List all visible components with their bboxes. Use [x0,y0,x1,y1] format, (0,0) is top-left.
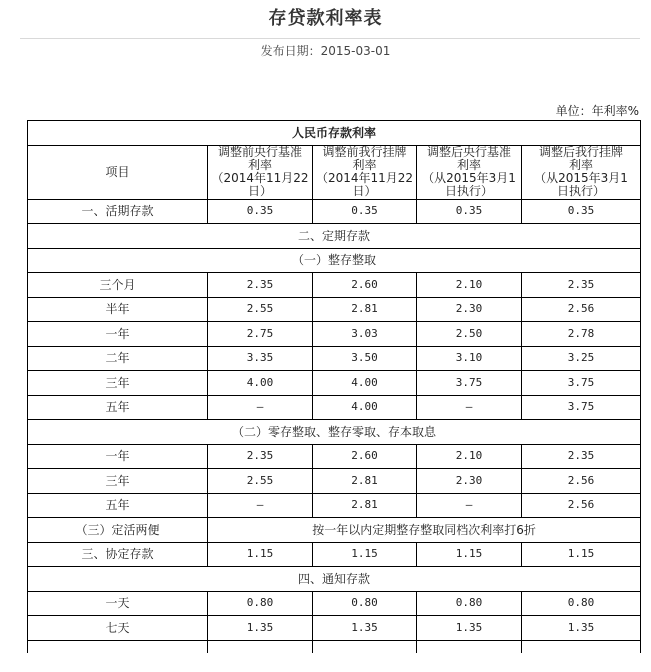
table-row-cut [28,640,641,653]
rate-cell: 0.35 [208,199,313,224]
rate-cell: 2.56 [522,297,641,322]
rate-cell: 3.75 [417,371,522,396]
row-label: 一、活期存款 [28,199,208,224]
rate-cell: 1.35 [208,616,313,641]
row-label: 三年 [28,371,208,396]
table-row [28,518,641,543]
rate-cell: – [417,395,522,420]
deposit-rate-table [27,120,641,653]
rate-cell: 1.15 [208,542,313,567]
rate-cell: 2.10 [417,444,522,469]
table-row [28,395,641,420]
rate-cell: 1.15 [522,542,641,567]
rate-cell: 2.78 [522,322,641,347]
row-label: 一年 [28,444,208,469]
rate-cell: 2.50 [417,322,522,347]
table-row [28,273,641,298]
row-label: 五年 [28,493,208,518]
row-label: 二年 [28,346,208,371]
rate-cell: 1.35 [313,616,417,641]
table-header-row [28,145,641,199]
section-row [28,567,641,592]
unit-label: 单位：年利率% [555,104,639,118]
rate-cell: 0.80 [208,591,313,616]
rate-cell: 2.55 [208,297,313,322]
rate-cell: 3.10 [417,346,522,371]
rate-cell: 3.35 [208,346,313,371]
table-caption-row [28,121,641,146]
rate-cell: 2.81 [313,297,417,322]
rate-cell: – [208,493,313,518]
rate-cell: 1.35 [522,616,641,641]
rate-cell: 1.15 [313,542,417,567]
table-row [28,591,641,616]
empty-cell [522,640,641,653]
rate-cell: 2.30 [417,469,522,494]
rate-cell: 2.60 [313,444,417,469]
empty-cell [417,640,522,653]
rate-cell: 3.75 [522,371,641,396]
rate-cell: – [417,493,522,518]
table-row [28,346,641,371]
rate-cell: 2.81 [313,469,417,494]
section-heading: 四、通知存款 [28,567,641,592]
publish-date: 发布日期：2015-03-01 [260,44,391,58]
header-item: 项目 [28,145,208,199]
rate-cell: 2.75 [208,322,313,347]
header-col-4: 调整后我行挂牌 利率 （从2015年3月1 日执行） [522,145,641,199]
row-label: 七天 [28,616,208,641]
rate-cell: 2.56 [522,493,641,518]
rate-cell: 2.35 [522,273,641,298]
rate-cell: 4.00 [208,371,313,396]
rate-cell: 0.35 [417,199,522,224]
rate-cell: 2.30 [417,297,522,322]
rate-cell: 3.25 [522,346,641,371]
rate-cell: 3.50 [313,346,417,371]
header-col-2: 调整前我行挂牌 利率 （2014年11月22 日） [313,145,417,199]
rate-cell: 2.60 [313,273,417,298]
section-row [28,248,641,273]
row-label: 三年 [28,469,208,494]
rate-cell: – [208,395,313,420]
table-row [28,199,641,224]
table-row [28,469,641,494]
row-label: 一天 [28,591,208,616]
section-heading: 二、定期存款 [28,224,641,249]
flexible-note: 按一年以内定期整存整取同档次利率打6折 [208,518,641,543]
table-row [28,322,641,347]
header-col-3: 调整后央行基准 利率 （从2015年3月1 日执行） [417,145,522,199]
section-row [28,224,641,249]
rate-cell: 0.35 [522,199,641,224]
rate-cell: 4.00 [313,371,417,396]
rate-cell: 2.56 [522,469,641,494]
rate-cell: 4.00 [313,395,417,420]
rate-cell: 2.55 [208,469,313,494]
rate-cell: 2.35 [522,444,641,469]
header-col-1: 调整前央行基准 利率 （2014年11月22 日） [208,145,313,199]
title-divider [20,38,640,39]
empty-cell [28,640,208,653]
table-caption: 人民币存款利率 [28,121,641,146]
table-row [28,444,641,469]
rate-cell: 0.80 [313,591,417,616]
rate-cell: 3.03 [313,322,417,347]
section-heading: （二）零存整取、整存零取、存本取息 [28,420,641,445]
empty-cell [313,640,417,653]
table-row [28,297,641,322]
rate-cell: 0.35 [313,199,417,224]
rate-cell: 1.15 [417,542,522,567]
table-row [28,542,641,567]
table-row [28,371,641,396]
row-label: 三个月 [28,273,208,298]
rate-cell: 2.10 [417,273,522,298]
row-label: 一年 [28,322,208,347]
rate-cell: 2.35 [208,444,313,469]
rate-cell: 3.75 [522,395,641,420]
row-label: 五年 [28,395,208,420]
rate-cell: 2.35 [208,273,313,298]
empty-cell [208,640,313,653]
row-label: 三、协定存款 [28,542,208,567]
section-row [28,420,641,445]
rate-cell: 1.35 [417,616,522,641]
table-row [28,616,641,641]
page-title: 存贷款利率表 [268,8,383,29]
row-label: （三）定活两便 [28,518,208,543]
rate-cell: 0.80 [417,591,522,616]
rate-cell: 2.81 [313,493,417,518]
section-heading: （一）整存整取 [28,248,641,273]
rate-cell: 0.80 [522,591,641,616]
table-row [28,493,641,518]
row-label: 半年 [28,297,208,322]
